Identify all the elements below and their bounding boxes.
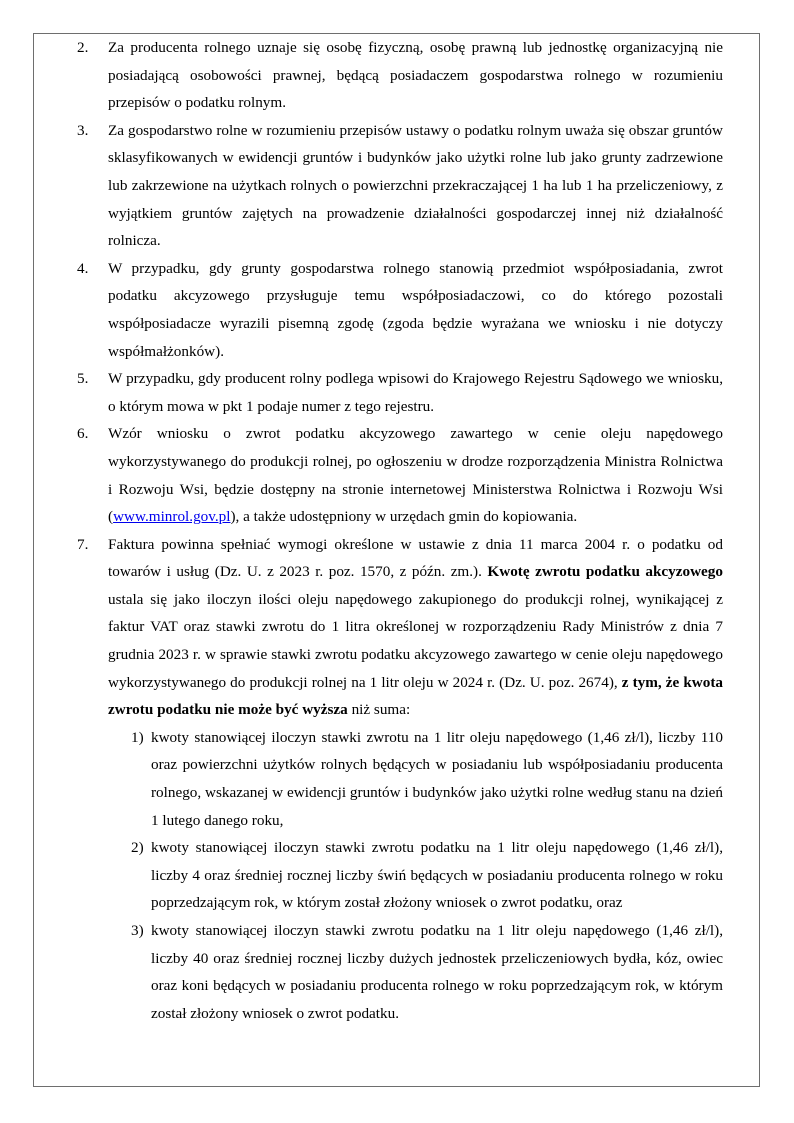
item-number: 2. [77, 39, 89, 56]
item-number: 3. [77, 121, 89, 139]
item7-part3: niż suma: [347, 701, 411, 719]
item-text: Za producenta rolnego uznaje się osobę fizyczną, osobę prawną lub jednostkę organizacyjną nie posiadającą osobowości prawnej, będącą posiadaczem gospodarstwa rolnego w rozumieniu przepisów o podatku rolnym. [108, 39, 723, 112]
list-item-7 [77, 531, 723, 724]
subitem-number: 2) [131, 839, 144, 857]
item-number: 6. [77, 425, 89, 443]
item7-bold2: z tym, że kwota zwrotu podatku nie może być wyższa [108, 673, 724, 719]
sublist-item [77, 834, 723, 917]
sublist-item [77, 917, 723, 1027]
sublist [77, 724, 723, 1028]
list-item-6 [77, 420, 723, 530]
item-text: W przypadku, gdy grunty gospodarstwa rolnego stanowią przedmiot współposiadania, zwrot podatku akcyzowego przysługuje temu współposiadaczowi, co do którego pozostali współposiadacze wyrazili pisemną zgodę (zgoda będzie wyrażana we wniosku i nie dotyczy współmałżonków). [108, 259, 723, 360]
list-item [77, 365, 723, 420]
item-text [108, 420, 723, 530]
document-body [77, 34, 723, 1027]
item-text: W przypadku, gdy producent rolny podlega wpisowi do Krajowego Rejestru Sądowego we wniosku, o którym mowa w pkt 1 podaje numer z tego rejestru. [108, 370, 723, 415]
list-item [77, 255, 723, 365]
item6-text-after: ), a także udostępniony w urzędach gmin do kopiowania. [230, 508, 578, 526]
sublist-item [77, 724, 723, 834]
subitem-number: 3) [131, 922, 144, 939]
list-item [77, 34, 723, 117]
subitem-text: kwoty stanowiącej iloczyn stawki zwrotu na 1 litr oleju napędowego (1,46 zł/l), liczby 110 oraz powierzchni użytków rolnych będących w posiadaniu lub współposiadaniu producenta rolnego, wskazanej w ewidencji gruntów i budynków jako użytki rolne według stanu na dzień 1 lutego danego roku, [151, 728, 723, 829]
subitem-text: kwoty stanowiącej iloczyn stawki zwrotu podatku na 1 litr oleju napędowego (1,46 zł/l), liczby 4 oraz średniej rocznej liczby świń będących w posiadaniu producenta rolnego w roku poprzedzającym rok, w którym został złożony wniosek o zwrot podatku, oraz [151, 839, 723, 912]
item-number: 7. [77, 535, 89, 553]
item7-part1: Faktura powinna spełniać wymogi określone w ustawie z dnia 11 marca 2004 r. o podatku od towarów i usług (Dz. U. z 2023 r. poz. 1570, z późn. zm.). [108, 535, 723, 581]
item6-text-before: Wzór wniosku o zwrot podatku akcyzowego zawartego w cenie oleju napędowego wykorzystywanego do produkcji rolnej, po ogłoszeniu w drodze rozporządzenia Ministra Rolnictwa i Rozwoju Wsi, będzie dostępny na stronie internetowej Ministerstwa Rolnictwa i Rozwoju Wsi ( [108, 425, 723, 526]
subitem-number: 1) [131, 728, 144, 746]
item-number: 5. [77, 370, 89, 388]
item-text [108, 531, 723, 724]
subitem-text: kwoty stanowiącej iloczyn stawki zwrotu podatku na 1 litr oleju napędowego (1,46 zł/l), liczby 40 oraz średniej rocznej liczby dużych jednostek przeliczeniowych bydła, kóz, owiec oraz koni będących w posiadaniu producenta rolnego w roku poprzedzającym rok, w którym został złożony wniosek o zwrot podatku. [151, 922, 723, 1022]
list-item [77, 117, 723, 255]
minrol-link[interactable]: www.minrol.gov.pl [113, 508, 231, 526]
item7-bold1: Kwotę zwrotu podatku akcyzowego [487, 563, 723, 581]
item-text: Za gospodarstwo rolne w rozumieniu przepisów ustawy o podatku rolnym uważa się obszar gruntów sklasyfikowanych w ewidencji gruntów i budynków jako użytki rolne lub jako grunty zadrzewione lub zakrzewione na użytkach rolnych o powierzchni przekraczającej 1 ha lub 1 ha przeliczeniowy, z wyjątkiem gruntów zajętych na prowadzenie działalności gospodarczej innej niż działalność rolnicza. [108, 121, 723, 250]
item-number: 4. [77, 259, 89, 277]
item7-part2: ustala się jako iloczyn ilości oleju napędowego zakupionego do produkcji rolnej, wynikającej z faktur VAT oraz stawki zwrotu do 1 litra określonej w rozporządzeniu Rady Ministrów z dnia 7 grudnia 2023 r. w sprawie stawki zwrotu podatku akcyzowego zawartego w cenie oleju napędowego wykorzystywanego do produkcji rolnej na 1 litr oleju w 2024 r. (Dz. U. poz. 2674), [108, 590, 723, 691]
